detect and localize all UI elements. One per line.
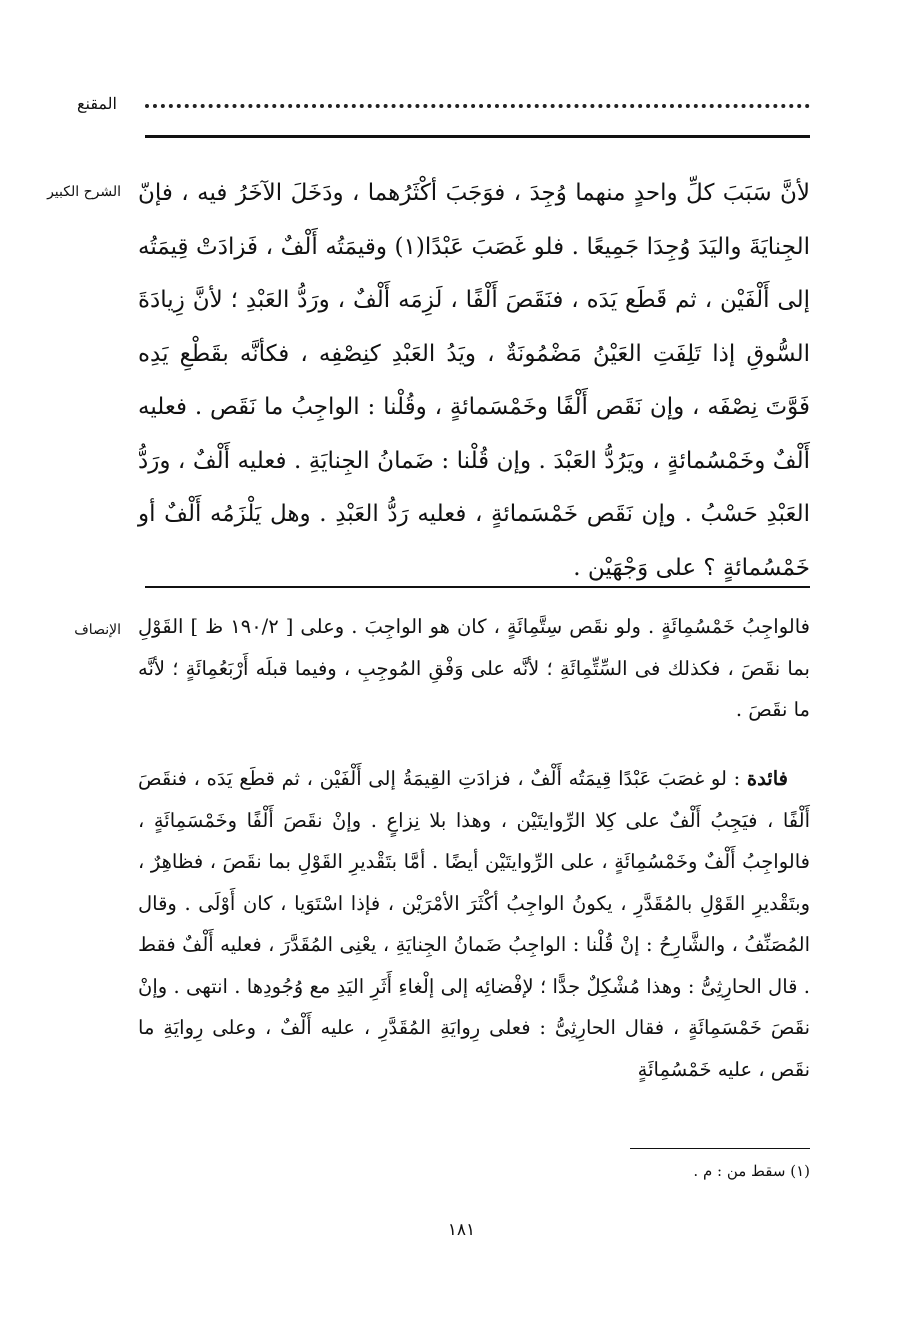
side-label-sharh: الشرح الكبير	[47, 184, 121, 200]
fawaid-keyword: فائدة	[746, 767, 789, 790]
fawaid-text-block	[138, 758, 810, 1090]
header-dotted-line	[145, 104, 810, 110]
page-number: ١٨١	[447, 1220, 476, 1240]
fawaid-paragraph	[138, 758, 810, 1090]
sharh-paragraph: لأنَّ سَبَبَ كلِّ واحدٍ منهما وُجِدَ ، فوَجَبَ أكْثَرُهما ، ودَخَلَ الآخَرُ فيه ، فإنّ الجِنايَةَ واليَدَ وُجِدَا جَمِيعًا . فلو غَصَبَ عَبْدًا(١) وقيمَتُه أَلْفٌ ، فَزادَتْ قِيمَتُه إلى أَلْفَيْن ، ثم قَطَع يَدَه ، فنَقَصَ أَلْفًا ، لَزِمَه أَلْفٌ ، ورَدُّ العَبْدِ ؛ لأنَّ زِيادَةَ السُّوقِ إذا تَلِفَتِ العَيْنُ مَضْمُونَةٌ ، ويَدُ العَبْدِ كنِصْفِه ، فكأنَّه بقَطْعِ يَدِه فَوَّتَ نِصْفَه ، وإن نَقَص أَلْفًا وخَمْسَمائةٍ ، وقُلْنا : الواجِبُ ما نَقَص . فعليه أَلْفٌ وخَمْسُمائةٍ ، ويَرُدُّ العَبْدَ . وإن قُلْنا : ضَمانُ الجِنايَةِ . فعليه أَلْفٌ ، ورَدُّ العَبْدِ حَسْبُ . وإن نَقَص خَمْسَمائةٍ ، فعليه رَدُّ العَبْدِ . وهل يَلْزَمُه أَلْفٌ أو خَمْسُمائةٍ ؟ على وَجْهَيْن .	[138, 180, 810, 581]
footnote: (١) سقط من : م .	[693, 1162, 810, 1180]
footnote-rule	[630, 1148, 810, 1149]
fawaid-body: : لو غصَبَ عَبْدًا قِيمَتُه أَلْفٌ ، فزادَتِ القِيمَةُ إلى أَلْفَيْن ، ثم قطَع يَدَه ، فنقَصَ أَلْفًا ، فيَجِبُ أَلْفٌ على كِلا الرِّوايتَيْن ، وهذا بلا نِزاعٍ . وإنْ نقَصَ أَلْفًا وخَمْسَمِائَةٍ ، فالواجِبُ أَلْفٌ وخَمْسُمِائَةٍ ، على الرِّوايتَيْن أيضًا . أمَّا بتَقْديرِ القَوْلِ بما نقَصَ ، فظاهِرٌ ، وبتَقْديرِ القَوْلِ بالمُقَدَّرِ ، يكونُ الواجِبُ أكْثَرَ الأمْرَيْن ، فإذا اسْتَوَيا ، كان أَوْلَى . وقال المُصَنِّفُ ، والشَّارِحُ : إنْ قُلْنا : الواجِبُ ضَمانُ الجِنايَةِ ، يعْنِى المُقَدَّرَ ، فعليه أَلْفٌ فقط . قال الحارِثِىُّ : وهذا مُشْكِلٌ جدًّا ؛ لإفْضائِه إلى إلْغاءِ أَثَرِ اليَدِ مع وُجُودِها . انتهى . وإنْ نقَصَ خَمْسَمِائَةٍ ، فقال الحارِثِىُّ : فعلى رِوايَةِ المُقَدَّرِ ، عليه أَلْفٌ ، وعلى رِوايَةِ ما نقَص ، عليه خَمْسُمِائَةٍ	[138, 767, 810, 1081]
insaf-paragraph: فالواجِبُ خَمْسُمِائَةٍ . ولو نقَص سِتَّمِائَةٍ ، كان هو الواجِبَ . وعلى [ ١٩٠/٢ ظ ] القَوْلِ بما نقَصَ ، فكذلك فى السِّتِّمِائَةِ ؛ لأنَّه على وَفْقِ المُوجِبِ ، وفيما قبلَه أَرْبَعُمِائَةٍ ؛ لأنَّه ما نقَصَ .	[138, 615, 810, 721]
insaf-text-block	[138, 606, 810, 731]
running-header-title: المقنع	[76, 94, 117, 113]
header-rule	[145, 135, 810, 138]
side-label-insaf: الإنصاف	[74, 622, 121, 638]
section-divider	[145, 586, 810, 588]
sharh-text-block	[138, 167, 810, 595]
